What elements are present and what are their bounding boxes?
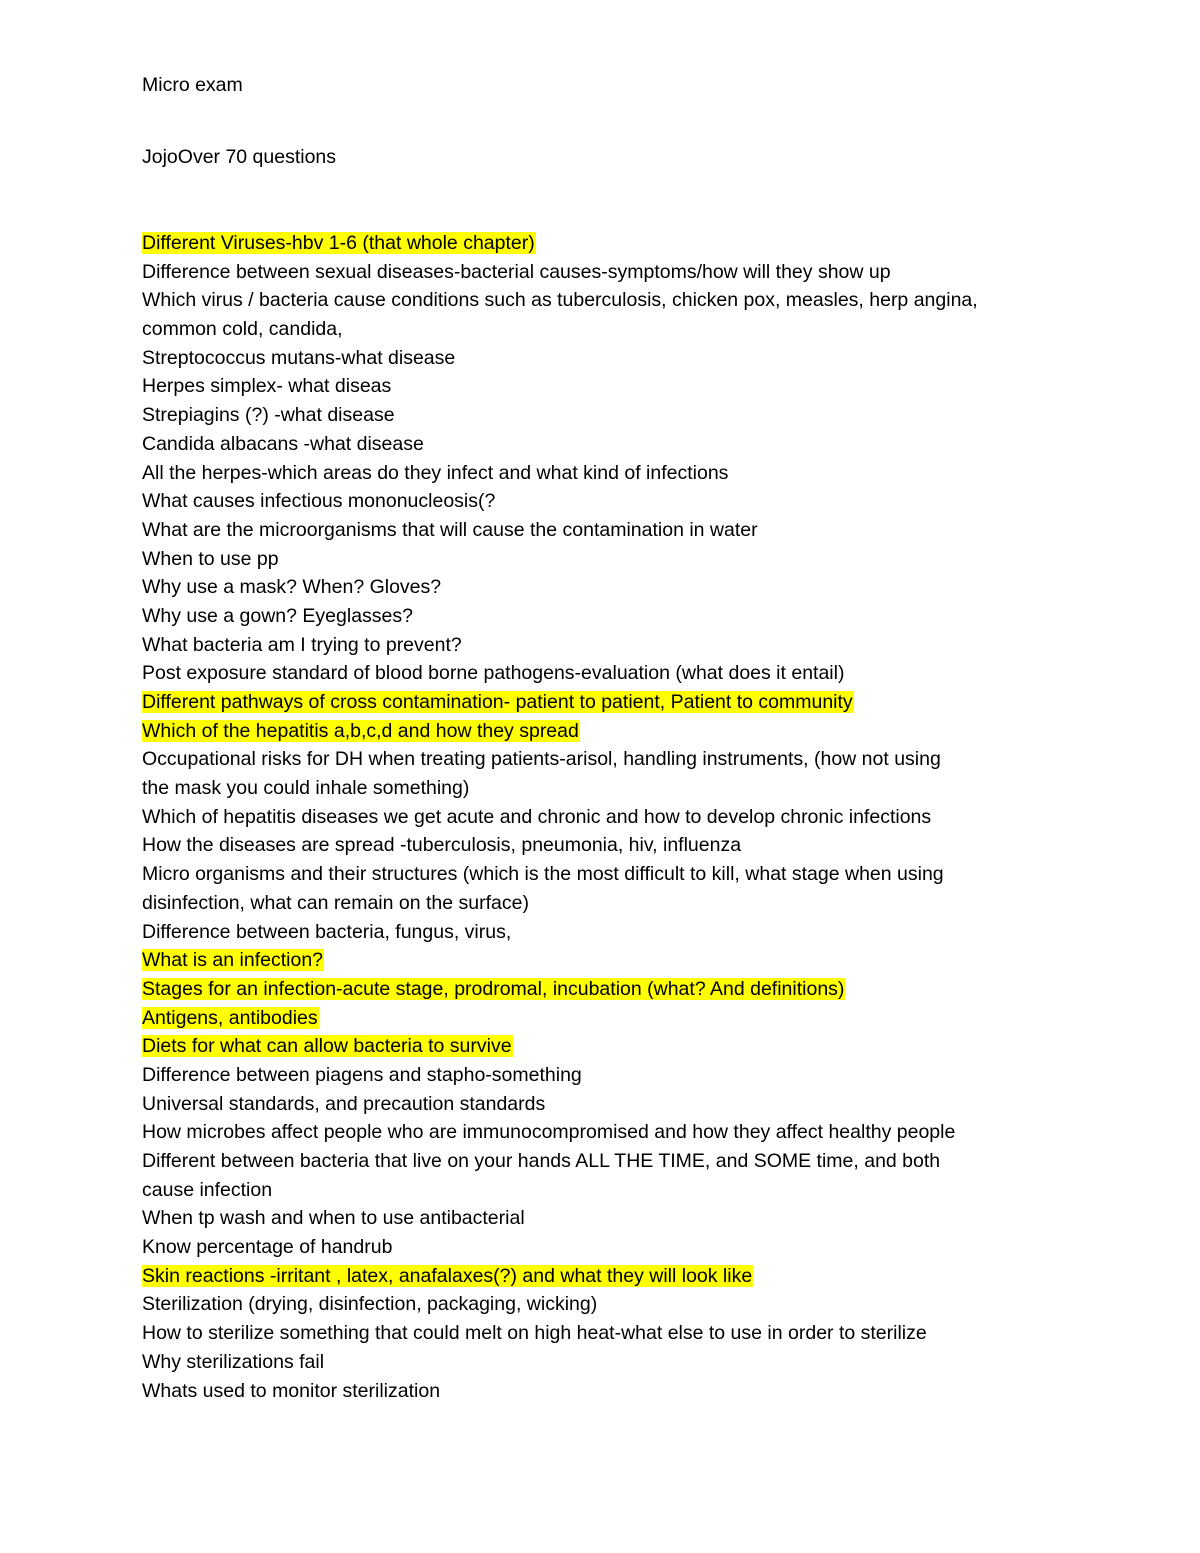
highlighted-question-line xyxy=(142,1262,1082,1291)
question-line-text: When tp wash and when to use antibacterial xyxy=(142,1207,525,1230)
question-line-text: Antigens, antibodies xyxy=(142,1006,318,1029)
question-line xyxy=(142,1233,1082,1262)
question-line xyxy=(142,1348,1082,1377)
question-line-text: Different Viruses-hbv 1-6 (that whole chapter) xyxy=(142,232,535,254)
highlighted-question-line xyxy=(142,1004,1082,1033)
question-line-text: Diets for what can allow bacteria to survive xyxy=(142,1035,512,1058)
question-line-text: Micro organisms and their structures (which is the most difficult to kill, what stage when using xyxy=(142,863,944,886)
question-line xyxy=(142,602,1082,631)
question-line xyxy=(142,401,1082,430)
question-line-text: Which of the hepatitis a,b,c,d and how they spread xyxy=(142,719,579,742)
highlighted-question-line xyxy=(142,717,1082,746)
question-line-text: Streptococcus mutans-what disease xyxy=(142,346,456,369)
question-line-text: common cold, candida, xyxy=(142,318,343,341)
question-line xyxy=(142,487,1082,516)
question-line-text: What bacteria am I trying to prevent? xyxy=(142,633,462,656)
question-line-text: Why use a mask? When? Gloves? xyxy=(142,576,442,599)
highlighted-question-line xyxy=(142,688,1082,717)
question-line-text: Occupational risks for DH when treating patients-arisol, handling instruments, (how not using xyxy=(142,748,941,771)
question-list xyxy=(142,229,1082,1405)
question-line xyxy=(142,774,1082,803)
question-line-text: Strepiagins (?) -what disease xyxy=(142,404,395,427)
question-line-text: Difference between bacteria, fungus, virus, xyxy=(142,920,512,943)
question-line-text: How the diseases are spread -tuberculosis, pneumonia, hiv, influenza xyxy=(142,834,742,857)
question-line-text: Skin reactions -irritant , latex, anafalaxes(?) and what they will look like xyxy=(142,1264,753,1287)
question-line-text: Difference between piagens and stapho-something xyxy=(142,1063,582,1086)
question-line xyxy=(142,286,1082,315)
question-line-text: How to sterilize something that could melt on high heat-what else to use in order to sterilize xyxy=(142,1322,927,1345)
question-line-text: Different between bacteria that live on your hands ALL THE TIME, and SOME time, and both xyxy=(142,1150,941,1172)
question-line-text: What are the microorganisms that will cause the contamination in water xyxy=(142,518,758,541)
question-line-text: Herpes simplex- what diseas xyxy=(142,375,392,398)
highlighted-question-line xyxy=(142,946,1082,975)
question-line xyxy=(142,803,1082,832)
question-line xyxy=(142,258,1082,287)
question-line-text: Which virus / bacteria cause conditions such as tuberculosis, chicken pox, measles, herp angina, xyxy=(142,289,978,312)
question-line-text: Whats used to monitor sterilization xyxy=(142,1379,441,1402)
question-line-text: When to use pp xyxy=(142,547,279,570)
question-line xyxy=(142,1090,1082,1119)
question-line-text: the mask you could inhale something) xyxy=(142,777,470,800)
question-line-text: How microbes affect people who are immunocompromised and how they affect healthy people xyxy=(142,1121,956,1144)
question-line-text: Candida albacans -what disease xyxy=(142,432,424,455)
question-line-text: Universal standards, and precaution standards xyxy=(142,1092,546,1115)
question-line xyxy=(142,1061,1082,1090)
question-line xyxy=(142,1377,1082,1406)
question-line-text: Post exposure standard of blood borne pathogens-evaluation (what does it entail) xyxy=(142,662,845,685)
question-line-text: Different pathways of cross contamination- patient to patient, Patient to community xyxy=(142,691,853,713)
document-title: Micro exam xyxy=(142,74,243,96)
question-line xyxy=(142,344,1082,373)
question-line xyxy=(142,459,1082,488)
question-line-text: All the herpes-which areas do they infect and what kind of infections xyxy=(142,461,729,484)
question-line-text: Why use a gown? Eyeglasses? xyxy=(142,604,413,627)
question-line xyxy=(142,1118,1082,1147)
question-line xyxy=(142,659,1082,688)
question-line-text: Stages for an infection-acute stage, prodromal, incubation (what? And definitions) xyxy=(142,977,845,1000)
question-line xyxy=(142,831,1082,860)
question-line xyxy=(142,1176,1082,1205)
question-line xyxy=(142,545,1082,574)
question-line-text: Know percentage of handrub xyxy=(142,1236,393,1259)
highlighted-question-line xyxy=(142,229,1082,258)
question-line xyxy=(142,315,1082,344)
question-line-text: Why sterilizations fail xyxy=(142,1350,325,1373)
question-line xyxy=(142,631,1082,660)
question-line xyxy=(142,745,1082,774)
document-subtitle: JojoOver 70 questions xyxy=(142,146,337,168)
question-line xyxy=(142,372,1082,401)
question-line xyxy=(142,860,1082,889)
question-line xyxy=(142,516,1082,545)
question-line xyxy=(142,889,1082,918)
question-line-text: cause infection xyxy=(142,1178,273,1201)
question-line-text: Sterilization (drying, disinfection, packaging, wicking) xyxy=(142,1293,598,1316)
highlighted-question-line xyxy=(142,1032,1082,1061)
question-line xyxy=(142,573,1082,602)
question-line xyxy=(142,1147,1082,1176)
question-line-text: Which of hepatitis diseases we get acute and chronic and how to develop chronic infections xyxy=(142,805,932,828)
question-line xyxy=(142,918,1082,947)
question-line xyxy=(142,1290,1082,1319)
question-line xyxy=(142,1319,1082,1348)
question-line xyxy=(142,430,1082,459)
highlighted-question-line xyxy=(142,975,1082,1004)
question-line-text: disinfection, what can remain on the surface) xyxy=(142,891,529,914)
question-line-text: What is an infection? xyxy=(142,949,324,972)
question-line xyxy=(142,1204,1082,1233)
question-line-text: Difference between sexual diseases-bacterial causes-symptoms/how will they show up xyxy=(142,260,891,283)
question-line-text: What causes infectious mononucleosis(? xyxy=(142,490,496,513)
